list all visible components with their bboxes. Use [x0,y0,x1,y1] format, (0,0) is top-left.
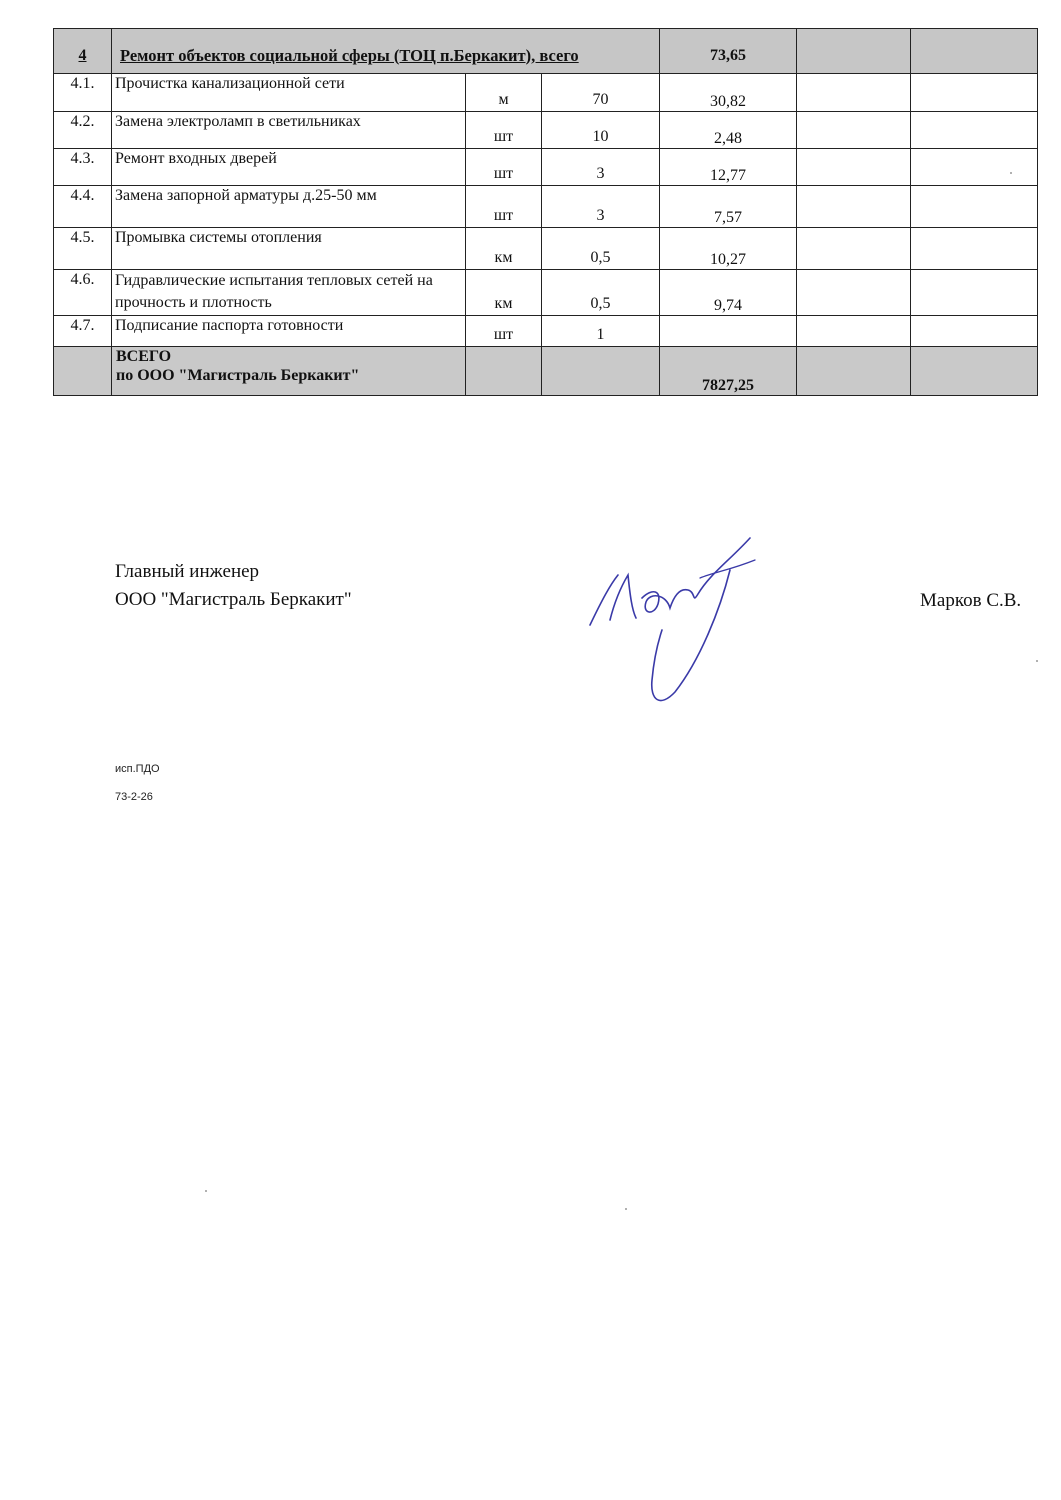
row-name: Ремонт входных дверей [112,149,466,186]
row-number: 4.3. [54,149,112,186]
row-cost [660,316,797,347]
grand-total-label [112,347,466,396]
empty-cell [797,186,911,228]
empty-cell [797,228,911,270]
empty-cell [911,74,1038,112]
section-title: Ремонт объектов социальной сферы (ТОЦ п.Беркакит), всего [112,29,660,74]
grand-total-row [54,347,1038,396]
grand-total-label-line2: по ООО "Магистраль Беркакит" [116,367,360,384]
row-number: 4.5. [54,228,112,270]
row-quantity: 0,5 [542,270,660,316]
row-name: Промывка системы отопления [112,228,466,270]
grand-total-value: 7827,25 [660,347,797,396]
scan-speck [1010,172,1012,174]
empty-cell [911,270,1038,316]
row-quantity: 3 [542,149,660,186]
document-footer [115,755,160,811]
row-quantity: 0,5 [542,228,660,270]
row-quantity: 3 [542,186,660,228]
row-unit: км [466,228,542,270]
empty-cell [54,347,112,396]
empty-cell [542,347,660,396]
row-number: 4.1. [54,74,112,112]
row-quantity: 10 [542,112,660,149]
row-unit: шт [466,112,542,149]
row-quantity: 1 [542,316,660,347]
empty-cell [911,186,1038,228]
row-cost: 7,57 [660,186,797,228]
row-name: Прочистка канализационной сети [112,74,466,112]
signatory-position [115,558,352,614]
row-unit: шт [466,316,542,347]
scan-speck [205,1190,207,1192]
empty-cell [797,112,911,149]
row-unit: шт [466,149,542,186]
row-number: 4.2. [54,112,112,149]
empty-cell [797,347,911,396]
handwritten-signature [580,530,780,710]
table-row [54,112,1038,149]
empty-cell [911,228,1038,270]
table-row [54,74,1038,112]
section-header-row [54,29,1038,74]
row-name: Замена электроламп в светильниках [112,112,466,149]
empty-cell [911,316,1038,347]
row-number: 4.6. [54,270,112,316]
empty-cell [911,29,1038,74]
row-name: Гидравлические испытания тепловых сетей на прочность и плотность [112,270,466,316]
row-quantity: 70 [542,74,660,112]
empty-cell [797,316,911,347]
empty-cell [797,74,911,112]
row-number: 4.4. [54,186,112,228]
table-row [54,270,1038,316]
empty-cell [466,347,542,396]
empty-cell [911,112,1038,149]
row-name: Подписание паспорта готовности [112,316,466,347]
empty-cell [911,149,1038,186]
works-table [53,28,1038,396]
company-name: ООО "Магистраль Беркакит" [115,589,352,610]
row-cost: 9,74 [660,270,797,316]
row-cost: 12,77 [660,149,797,186]
row-unit: км [466,270,542,316]
table-row [54,149,1038,186]
table-row [54,316,1038,347]
signatory-name: Марков С.В. [920,590,1022,611]
row-number: 4.7. [54,316,112,347]
grand-total-label-line1: ВСЕГО [116,348,172,365]
position-title: Главный инженер [115,561,260,582]
row-cost: 10,27 [660,228,797,270]
section-number: 4 [54,29,112,74]
scan-speck [1036,660,1038,662]
table-row [54,186,1038,228]
row-unit: шт [466,186,542,228]
row-unit: м [466,74,542,112]
empty-cell [797,29,911,74]
section-total: 73,65 [660,29,797,74]
row-cost: 30,82 [660,74,797,112]
scan-speck [625,1208,627,1210]
row-cost: 2,48 [660,112,797,149]
executor-label: исп.ПДО [115,763,160,775]
empty-cell [797,149,911,186]
empty-cell [797,270,911,316]
table-row [54,228,1038,270]
empty-cell [911,347,1038,396]
executor-phone: 73-2-26 [115,791,153,803]
row-name: Замена запорной арматуры д.25-50 мм [112,186,466,228]
